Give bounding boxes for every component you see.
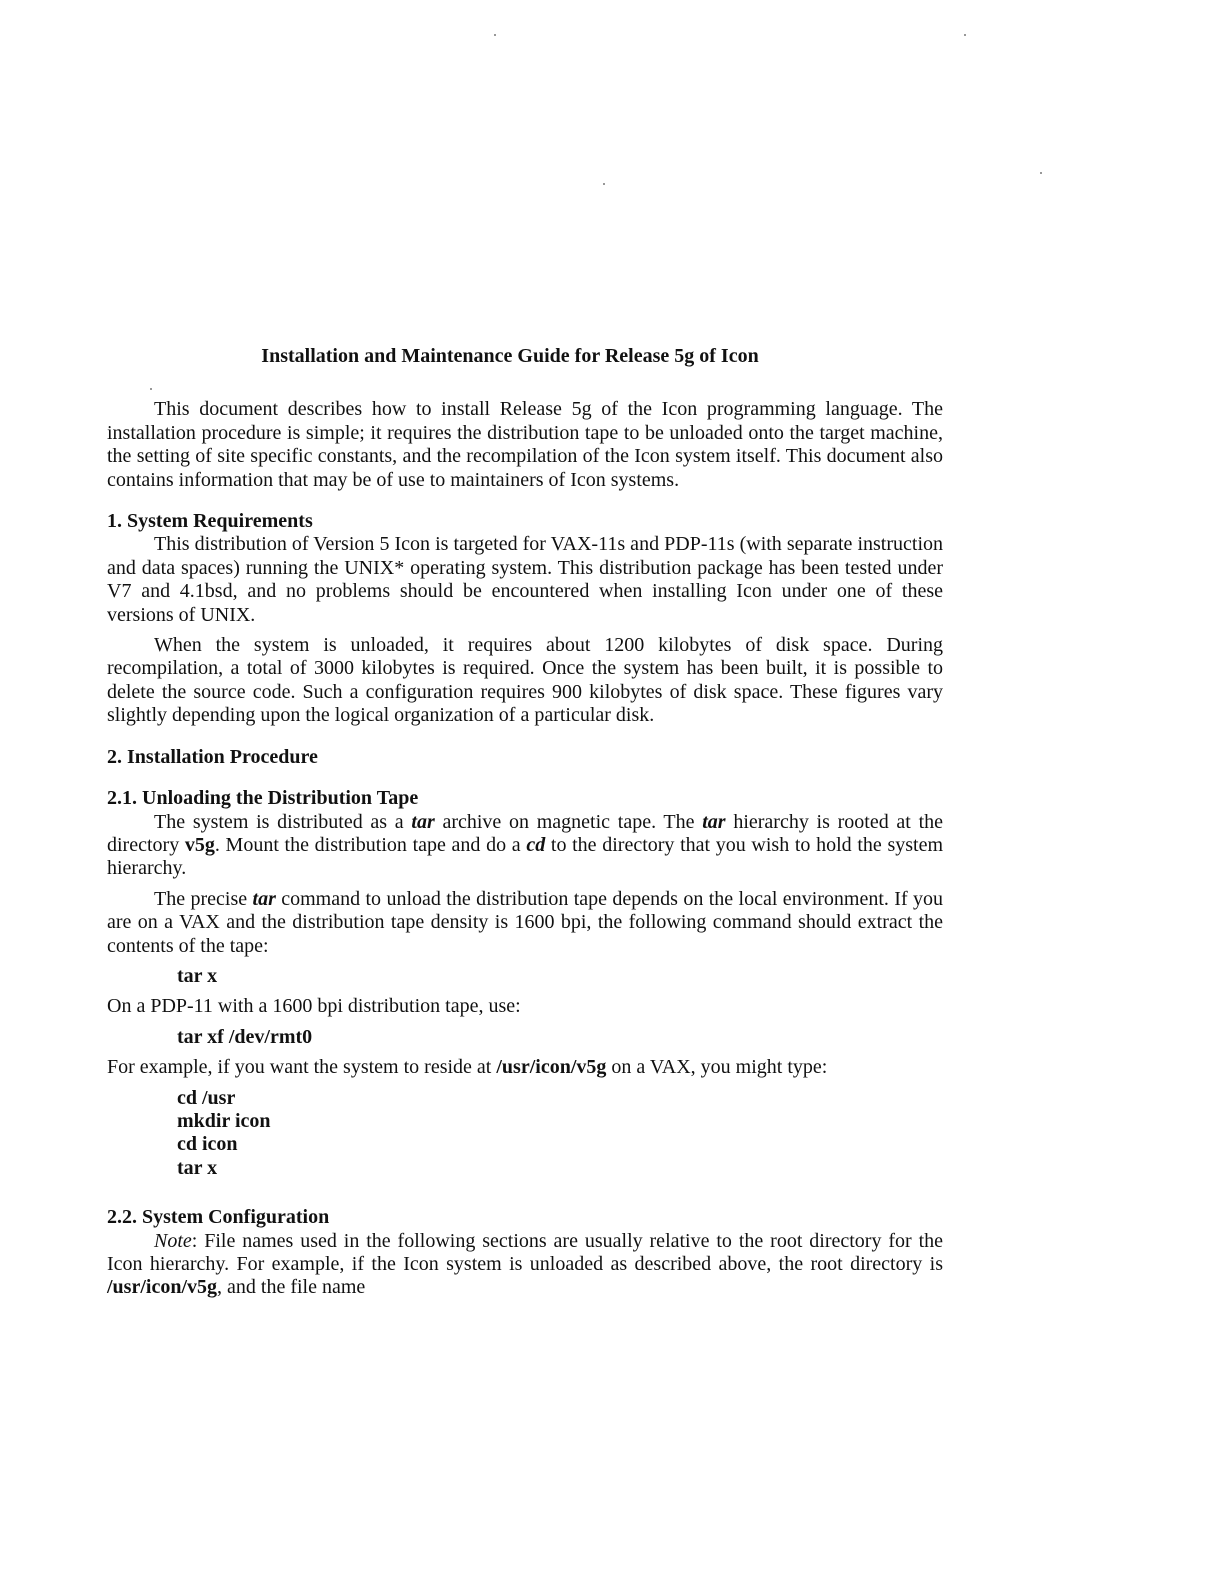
code-line: tar x (177, 964, 218, 987)
path: /usr/icon/v5g (496, 1056, 607, 1079)
paragraph: The system is distributed as a tar archive on magnetic tape. The tar hierarchy is rooted at the directory v5g. Mount the distribution tape and do a cd to the directory that you wish to hold the system hierarchy. (107, 810, 944, 880)
scan-speck (1040, 172, 1042, 174)
scan-speck (494, 34, 496, 36)
paragraph: Note: File names used in the following sections are usually relative to the root directory for the Icon hierarchy. For example, if the Icon system is unloaded as described above, the root directory is /usr/icon/v5g, and the file name (107, 1229, 943, 1299)
code-line: cd /usr (177, 1086, 236, 1109)
note-label: Note (154, 1229, 192, 1252)
intro-paragraph: This document describes how to install Release 5g of the Icon programming language. The installation procedure is simple; it requires the distribution tape to be unloaded onto the target machine, the setting of site specific constants, and the recompilation of the Icon system itself. This document also contains information that may be of use to maintainers of Icon systems. (107, 398, 943, 491)
code-line: tar x (177, 1156, 218, 1179)
section-heading-unloading-tape: 2.1. Unloading the Distribution Tape (107, 787, 419, 810)
paragraph: The precise tar command to unload the distribution tape depends on the local environment. If you are on a VAX and the distribution tape density is 1600 bpi, the following command should extract the contents of the tape: (107, 887, 943, 957)
cd-term: cd (526, 833, 546, 856)
paragraph: On a PDP-11 with a 1600 bpi distribution tape, use: (107, 995, 521, 1018)
code-block (177, 965, 943, 988)
path: /usr/icon/v5g (107, 1276, 218, 1299)
scan-speck (603, 183, 605, 185)
scan-speck (964, 34, 966, 36)
section-heading-system-configuration: 2.2. System Configuration (107, 1206, 330, 1229)
tar-term: tar (252, 887, 276, 910)
paragraph: This distribution of Version 5 Icon is targeted for VAX-11s and PDP-11s (with separate instruction and data spaces) running the UNIX* operating system. This distribution package has been tested under V7 and 4.1bsd, and no problems should be encountered when installing Icon under one of these versions of UNIX. (107, 533, 943, 626)
code-block (177, 1026, 943, 1049)
code-line: cd icon (177, 1133, 238, 1156)
section-heading-system-requirements: 1. System Requirements (107, 510, 313, 533)
directory-name: v5g (184, 833, 215, 856)
document-body (107, 345, 943, 1300)
tar-term: tar (411, 810, 435, 833)
section-heading-installation-procedure: 2. Installation Procedure (107, 745, 318, 768)
code-line: tar xf /dev/rmt0 (177, 1025, 313, 1048)
code-line: mkdir icon (177, 1109, 271, 1132)
paragraph: When the system is unloaded, it requires about 1200 kilobytes of disk space. During recompilation, a total of 3000 kilobytes is required. Once the system has been built, it is possible to delete the source code. Such a configuration requires 900 kilobytes of disk space. These figures vary slightly depending upon the logical organization of a particular disk. (107, 634, 943, 727)
code-block (177, 1087, 943, 1181)
paragraph: For example, if you want the system to reside at /usr/icon/v5g on a VAX, you might type: (107, 1056, 828, 1079)
document-title: Installation and Maintenance Guide for Release 5g of Icon (261, 345, 759, 367)
tar-term: tar (702, 810, 726, 833)
